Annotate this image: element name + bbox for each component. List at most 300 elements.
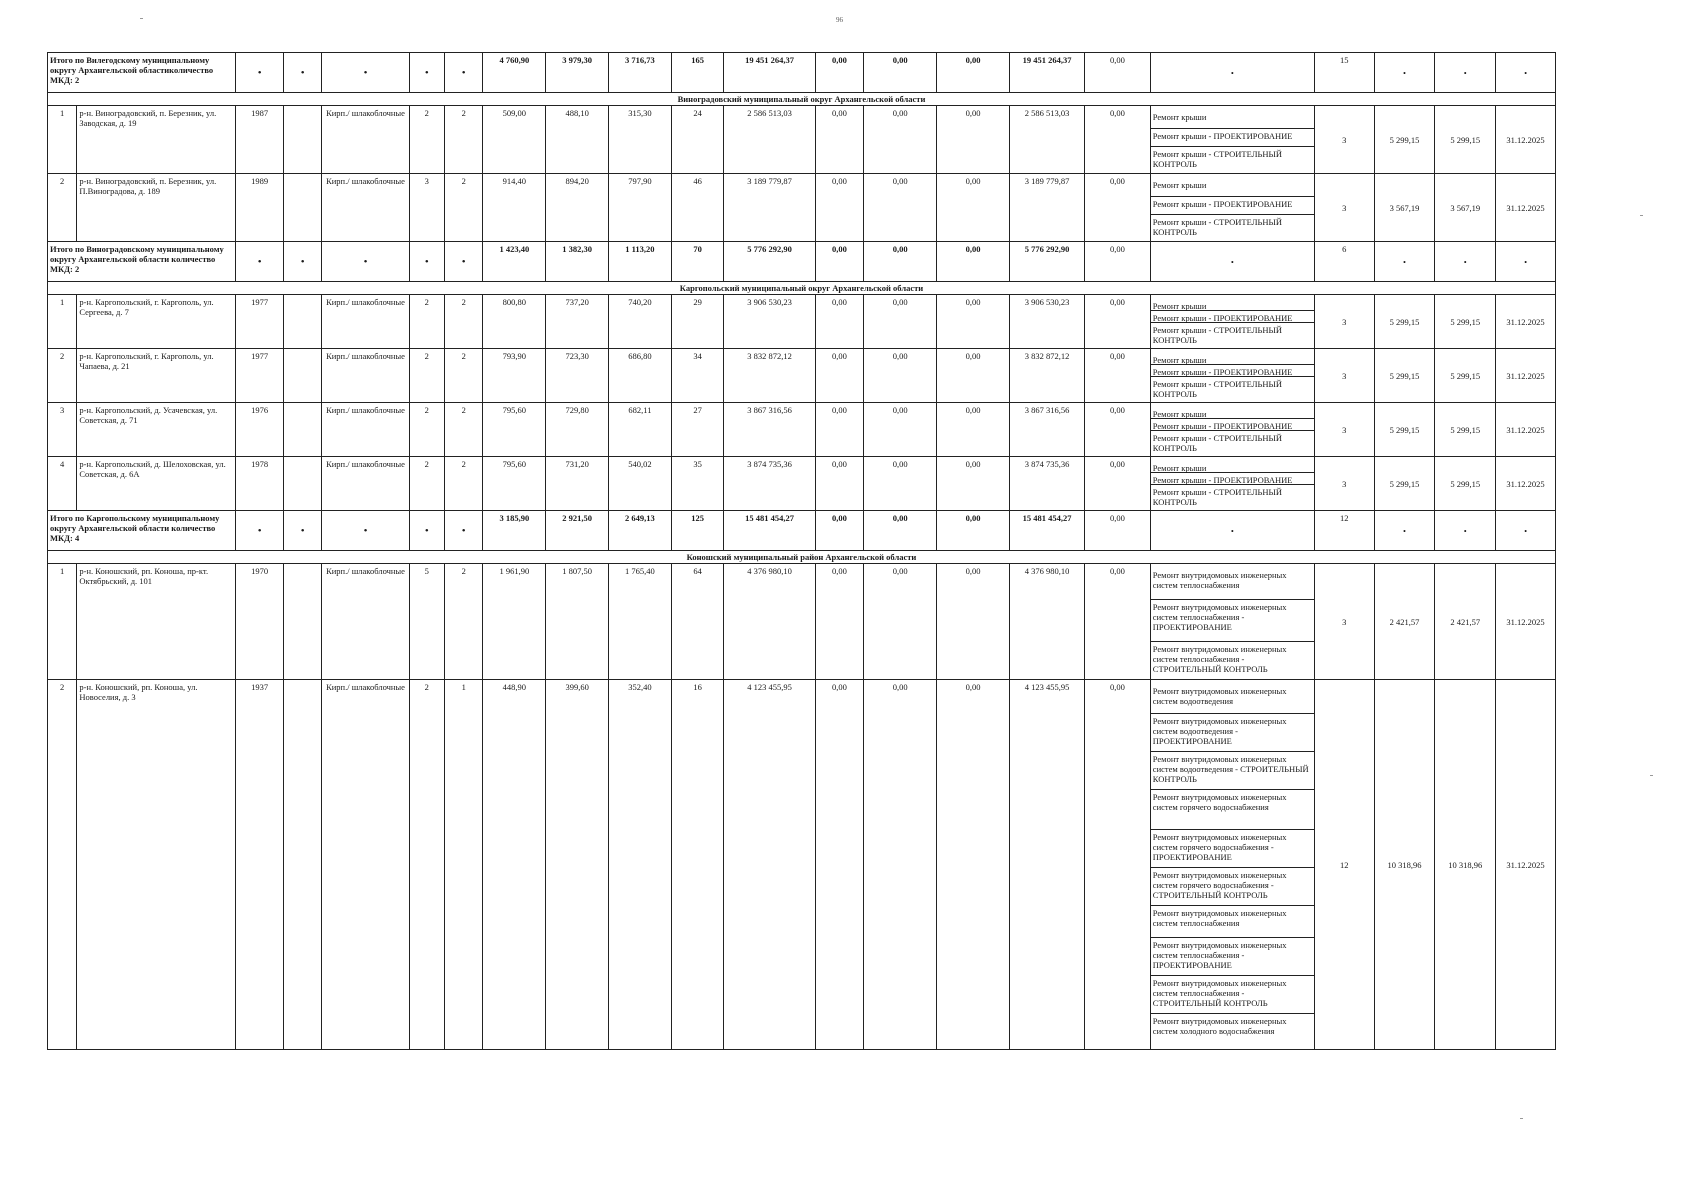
area-living: 540,02 [609, 457, 672, 511]
other-amount: 0,00 [1084, 242, 1150, 282]
floors: 2 [409, 457, 444, 511]
entrances: 2 [444, 174, 482, 242]
table-row [48, 174, 1556, 242]
fund-amount: 0,00 [815, 53, 864, 93]
floors: 2 [409, 106, 444, 174]
bullet-marker: • [300, 66, 305, 79]
budget-region: 0,00 [864, 457, 937, 511]
wall-material: Кирп./ шлакоблочные [322, 174, 409, 242]
works-count: 12 [1314, 680, 1374, 1050]
area-living: 315,30 [609, 106, 672, 174]
table-row [48, 106, 1556, 174]
residents: 29 [671, 295, 724, 349]
budget-local: 0,00 [937, 53, 1010, 93]
works-count: 15 [1314, 53, 1374, 93]
year-built: 1987 [236, 106, 284, 174]
bullet-marker: • [300, 255, 305, 268]
work-item: Ремонт крыши - СТРОИТЕЛЬНЫЙ КОНТРОЛЬ [1152, 217, 1283, 237]
work-item: Ремонт крыши - СТРОИТЕЛЬНЫЙ КОНТРОЛЬ [1152, 325, 1283, 345]
area-total: 800,80 [483, 295, 546, 349]
work-item: Ремонт внутридомовых инженерных систем теплоснабжения - ПРОЕКТИРОВАНИЕ [1151, 938, 1314, 976]
max-cost: • [1435, 511, 1496, 551]
empty-marker [283, 511, 321, 551]
area-total: 1 423,40 [483, 242, 546, 282]
year-built: 1977 [236, 349, 284, 403]
area-total: 1 961,90 [483, 564, 546, 680]
address: р-н. Виноградовский, п. Березник, ул. П.Виноградова, д. 189 [77, 174, 236, 242]
item-number: 1 [48, 295, 77, 349]
empty-marker [409, 53, 444, 93]
unit-cost: 5 299,15 [1374, 295, 1435, 349]
works-list [1150, 106, 1314, 174]
year-built: 1937 [236, 680, 284, 1050]
unit-cost: 5 299,15 [1374, 457, 1435, 511]
work-item: Ремонт крыши - СТРОИТЕЛЬНЫЙ КОНТРОЛЬ [1152, 487, 1283, 507]
budget-local: 0,00 [937, 295, 1010, 349]
cost-total: 3 832 872,12 [724, 349, 815, 403]
cost-total: 2 586 513,03 [724, 106, 815, 174]
deadline: 31.12.2025 [1496, 403, 1556, 457]
fund-amount: 0,00 [815, 511, 864, 551]
cost-total: 5 776 292,90 [724, 242, 815, 282]
deadline: 31.12.2025 [1496, 295, 1556, 349]
area-rooms: 488,10 [546, 106, 609, 174]
work-item: Ремонт внутридомовых инженерных систем водоотведения - СТРОИТЕЛЬНЫЙ КОНТРОЛЬ [1151, 752, 1314, 790]
residents: 24 [671, 106, 724, 174]
deadline: 31.12.2025 [1496, 680, 1556, 1050]
empty-marker [322, 511, 409, 551]
work-item: Ремонт крыши - СТРОИТЕЛЬНЫЙ КОНТРОЛЬ [1152, 379, 1283, 399]
fund-amount: 0,00 [815, 174, 864, 242]
max-cost: • [1435, 242, 1496, 282]
wall-material: Кирп./ шлакоблочные [322, 106, 409, 174]
work-item: Ремонт крыши - ПРОЕКТИРОВАНИЕ [1151, 311, 1314, 323]
bullet-marker: • [363, 66, 368, 79]
bullet-marker: • [300, 524, 305, 537]
works-list [1150, 349, 1314, 403]
fund-amount: 0,00 [815, 680, 864, 1050]
owners-amount: 3 906 530,23 [1010, 295, 1085, 349]
floors: 2 [409, 403, 444, 457]
work-item: Ремонт внутридомовых инженерных систем горячего водоснабжения - СТРОИТЕЛЬНЫЙ КОНТРОЛЬ [1151, 868, 1314, 906]
fund-amount: 0,00 [815, 106, 864, 174]
wall-material: Кирп./ шлакоблочные [322, 403, 409, 457]
floors: 2 [409, 295, 444, 349]
area-rooms: 731,20 [546, 457, 609, 511]
work-item: Ремонт крыши [1151, 178, 1314, 197]
area-rooms: 894,20 [546, 174, 609, 242]
floors: 3 [409, 174, 444, 242]
budget-local: 0,00 [937, 564, 1010, 680]
owners-amount: 3 189 779,87 [1010, 174, 1085, 242]
region-row [48, 282, 1556, 295]
budget-region: 0,00 [864, 349, 937, 403]
empty-marker [444, 511, 482, 551]
area-living: 797,90 [609, 174, 672, 242]
area-total: 795,60 [483, 457, 546, 511]
work-item: Ремонт внутридомовых инженерных систем теплоснабжения [1151, 568, 1314, 600]
work-item: Ремонт крыши [1151, 353, 1314, 365]
max-cost: 5 299,15 [1435, 106, 1496, 174]
area-total: 4 760,90 [483, 53, 546, 93]
unit-cost: • [1374, 511, 1435, 551]
scan-speck [1640, 215, 1643, 216]
program-table [47, 52, 1556, 1050]
owners-amount: 3 874 735,36 [1010, 457, 1085, 511]
work-item: Ремонт крыши - СТРОИТЕЛЬНЫЙ КОНТРОЛЬ [1152, 149, 1283, 169]
year-built: 1970 [236, 564, 284, 680]
bullet-marker: • [363, 255, 368, 268]
deadline: 31.12.2025 [1496, 457, 1556, 511]
works-count: 3 [1314, 564, 1374, 680]
address: р-н. Каргопольский, д. Шелоховская, ул. Советская, д. 6А [77, 457, 236, 511]
fund-amount: 0,00 [815, 403, 864, 457]
owners-amount: 5 776 292,90 [1010, 242, 1085, 282]
residents: 35 [671, 457, 724, 511]
empty-marker [322, 53, 409, 93]
work-item: Ремонт крыши - ПРОЕКТИРОВАНИЕ [1151, 365, 1314, 377]
area-total: 793,90 [483, 349, 546, 403]
table-row [48, 403, 1556, 457]
work-item: Ремонт крыши - ПРОЕКТИРОВАНИЕ [1151, 473, 1314, 485]
owners-amount: 3 832 872,12 [1010, 349, 1085, 403]
entrances: 2 [444, 349, 482, 403]
entrances: 2 [444, 457, 482, 511]
other-amount: 0,00 [1084, 564, 1150, 680]
area-rooms: 723,30 [546, 349, 609, 403]
other-amount: 0,00 [1084, 457, 1150, 511]
deadline: • [1496, 511, 1556, 551]
unit-cost: 5 299,15 [1374, 403, 1435, 457]
max-cost: 3 567,19 [1435, 174, 1496, 242]
wall-material: Кирп./ шлакоблочные [322, 680, 409, 1050]
other-amount: 0,00 [1084, 53, 1150, 93]
address: р-н. Каргопольский, д. Усачевская, ул. Советская, д. 71 [77, 403, 236, 457]
works-count: 3 [1314, 174, 1374, 242]
bullet-marker: • [257, 66, 262, 79]
scan-speck [140, 18, 143, 19]
max-cost: 5 299,15 [1435, 457, 1496, 511]
year-overhaul [283, 403, 321, 457]
work-item: Ремонт внутридомовых инженерных систем теплоснабжения - ПРОЕКТИРОВАНИЕ [1151, 600, 1314, 642]
empty-marker [283, 242, 321, 282]
wall-material: Кирп./ шлакоблочные [322, 564, 409, 680]
unit-cost: 5 299,15 [1374, 106, 1435, 174]
area-living: 1 113,20 [609, 242, 672, 282]
work-item: Ремонт крыши [1151, 407, 1314, 419]
work-item: Ремонт крыши - ПРОЕКТИРОВАНИЕ [1151, 129, 1314, 147]
other-amount: 0,00 [1084, 511, 1150, 551]
owners-amount: 19 451 264,37 [1010, 53, 1085, 93]
budget-local: 0,00 [937, 242, 1010, 282]
works-list [1150, 174, 1314, 242]
area-total: 448,90 [483, 680, 546, 1050]
address: р-н. Каргопольский, г. Каргополь, ул. Сергеева, д. 7 [77, 295, 236, 349]
entrances: 1 [444, 680, 482, 1050]
fund-amount: 0,00 [815, 295, 864, 349]
area-living: 2 649,13 [609, 511, 672, 551]
year-built: 1978 [236, 457, 284, 511]
region-header: Коношский муниципальный район Архангельской области [48, 551, 1556, 564]
deadline: 31.12.2025 [1496, 106, 1556, 174]
works-list [1150, 457, 1314, 511]
work-item: Ремонт крыши [1151, 461, 1314, 473]
area-living: 686,80 [609, 349, 672, 403]
max-cost: 5 299,15 [1435, 295, 1496, 349]
deadline: 31.12.2025 [1496, 174, 1556, 242]
area-living: 1 765,40 [609, 564, 672, 680]
residents: 70 [671, 242, 724, 282]
work-item: Ремонт внутридомовых инженерных систем холодного водоснабжения [1152, 1016, 1287, 1036]
budget-region: 0,00 [864, 106, 937, 174]
budget-local: 0,00 [937, 349, 1010, 403]
max-cost: 5 299,15 [1435, 349, 1496, 403]
year-overhaul [283, 349, 321, 403]
bullet-marker: • [257, 255, 262, 268]
work-item: Ремонт внутридомовых инженерных систем теплоснабжения - СТРОИТЕЛЬНЫЙ КОНТРОЛЬ [1152, 644, 1287, 674]
bullet-marker: • [461, 524, 466, 537]
fund-amount: 0,00 [815, 349, 864, 403]
entrances: 2 [444, 295, 482, 349]
region-header: Виноградовский муниципальный округ Архангельской области [48, 93, 1556, 106]
other-amount: 0,00 [1084, 174, 1150, 242]
area-rooms: 1 382,30 [546, 242, 609, 282]
empty-marker [236, 242, 284, 282]
total-label: Итого по Каргопольскому муниципальному округу Архангельской области количество МКД: 4 [48, 511, 236, 551]
budget-region: 0,00 [864, 295, 937, 349]
fund-amount: 0,00 [815, 242, 864, 282]
other-amount: 0,00 [1084, 680, 1150, 1050]
budget-region: 0,00 [864, 174, 937, 242]
year-overhaul [283, 106, 321, 174]
wall-material: Кирп./ шлакоблочные [322, 349, 409, 403]
year-overhaul [283, 174, 321, 242]
area-rooms: 3 979,30 [546, 53, 609, 93]
deadline: • [1496, 53, 1556, 93]
other-amount: 0,00 [1084, 295, 1150, 349]
fund-amount: 0,00 [815, 457, 864, 511]
work-item: Ремонт внутридомовых инженерных систем горячего водоснабжения - ПРОЕКТИРОВАНИЕ [1151, 830, 1314, 868]
bullet-marker: • [424, 66, 429, 79]
scan-speck [1520, 1118, 1523, 1119]
year-built: 1976 [236, 403, 284, 457]
table-body [48, 53, 1556, 1050]
works-count: 6 [1314, 242, 1374, 282]
total-row [48, 53, 1556, 93]
other-amount: 0,00 [1084, 106, 1150, 174]
entrances: 2 [444, 403, 482, 457]
owners-amount: 4 123 455,95 [1010, 680, 1085, 1050]
wall-material: Кирп./ шлакоблочные [322, 457, 409, 511]
empty-marker [236, 511, 284, 551]
table-row [48, 564, 1556, 680]
cost-total: 3 189 779,87 [724, 174, 815, 242]
year-built: 1989 [236, 174, 284, 242]
owners-amount: 3 867 316,56 [1010, 403, 1085, 457]
owners-amount: 2 586 513,03 [1010, 106, 1085, 174]
region-row [48, 551, 1556, 564]
residents: 27 [671, 403, 724, 457]
owners-amount: 4 376 980,10 [1010, 564, 1085, 680]
budget-region: 0,00 [864, 242, 937, 282]
works-count: 3 [1314, 403, 1374, 457]
cost-total: 19 451 264,37 [724, 53, 815, 93]
other-amount: 0,00 [1084, 349, 1150, 403]
unit-cost: 10 318,96 [1374, 680, 1435, 1050]
works-list [1150, 403, 1314, 457]
works-list [1150, 564, 1314, 680]
total-label: Итого по Виноградовскому муниципальному округу Архангельской области количество МКД: 2 [48, 242, 236, 282]
max-cost: • [1435, 53, 1496, 93]
budget-local: 0,00 [937, 511, 1010, 551]
region-row [48, 93, 1556, 106]
budget-region: 0,00 [864, 511, 937, 551]
max-cost: 2 421,57 [1435, 564, 1496, 680]
item-number: 2 [48, 680, 77, 1050]
residents: 46 [671, 174, 724, 242]
bullet-marker: • [363, 524, 368, 537]
scan-speck [1650, 775, 1653, 776]
area-rooms: 399,60 [546, 680, 609, 1050]
wall-material: Кирп./ шлакоблочные [322, 295, 409, 349]
item-number: 2 [48, 174, 77, 242]
empty-marker [444, 53, 482, 93]
table-row [48, 349, 1556, 403]
cost-total: 3 867 316,56 [724, 403, 815, 457]
area-living: 352,40 [609, 680, 672, 1050]
empty-marker [409, 511, 444, 551]
total-row [48, 511, 1556, 551]
residents: 34 [671, 349, 724, 403]
budget-region: 0,00 [864, 403, 937, 457]
table-row [48, 680, 1556, 1050]
year-overhaul [283, 680, 321, 1050]
unit-cost: 2 421,57 [1374, 564, 1435, 680]
year-overhaul [283, 295, 321, 349]
budget-local: 0,00 [937, 174, 1010, 242]
table-row [48, 457, 1556, 511]
budget-local: 0,00 [937, 106, 1010, 174]
entrances: 2 [444, 106, 482, 174]
area-rooms: 729,80 [546, 403, 609, 457]
budget-local: 0,00 [937, 403, 1010, 457]
cost-total: 4 123 455,95 [724, 680, 815, 1050]
residents: 125 [671, 511, 724, 551]
work-item: Ремонт внутридомовых инженерных систем теплоснабжения [1151, 906, 1314, 938]
work-item: Ремонт внутридомовых инженерных систем горячего водоснабжения [1151, 790, 1314, 830]
max-cost: 10 318,96 [1435, 680, 1496, 1050]
area-total: 914,40 [483, 174, 546, 242]
budget-region: 0,00 [864, 680, 937, 1050]
residents: 16 [671, 680, 724, 1050]
residents: 165 [671, 53, 724, 93]
area-total: 509,00 [483, 106, 546, 174]
item-number: 2 [48, 349, 77, 403]
region-header: Каргопольский муниципальный округ Архангельской области [48, 282, 1556, 295]
item-number: 1 [48, 564, 77, 680]
area-living: 3 716,73 [609, 53, 672, 93]
floors: 2 [409, 349, 444, 403]
cost-total: 4 376 980,10 [724, 564, 815, 680]
work-item: Ремонт крыши - ПРОЕКТИРОВАНИЕ [1151, 197, 1314, 215]
budget-local: 0,00 [937, 457, 1010, 511]
budget-local: 0,00 [937, 680, 1010, 1050]
work-item: Ремонт внутридомовых инженерных систем теплоснабжения - СТРОИТЕЛЬНЫЙ КОНТРОЛЬ [1151, 976, 1314, 1014]
address: р-н. Каргопольский, г. Каргополь, ул. Чапаева, д. 21 [77, 349, 236, 403]
cost-total: 3 906 530,23 [724, 295, 815, 349]
empty-marker [283, 53, 321, 93]
bullet-marker: • [461, 255, 466, 268]
document-sheet [47, 52, 1556, 1115]
works-count: 3 [1314, 295, 1374, 349]
empty-marker [322, 242, 409, 282]
area-rooms: 737,20 [546, 295, 609, 349]
year-overhaul [283, 564, 321, 680]
empty-marker [409, 242, 444, 282]
work-item: Ремонт внутридомовых инженерных систем водоотведения [1151, 684, 1314, 714]
works-list [1150, 295, 1314, 349]
works-count: 12 [1314, 511, 1374, 551]
work-item: Ремонт крыши - ПРОЕКТИРОВАНИЕ [1151, 419, 1314, 431]
empty-marker [236, 53, 284, 93]
fund-amount: 0,00 [815, 564, 864, 680]
residents: 64 [671, 564, 724, 680]
other-amount: 0,00 [1084, 403, 1150, 457]
floors: 2 [409, 680, 444, 1050]
floors: 5 [409, 564, 444, 680]
year-built: 1977 [236, 295, 284, 349]
area-rooms: 2 921,50 [546, 511, 609, 551]
works-placeholder: • [1150, 511, 1314, 551]
entrances: 2 [444, 564, 482, 680]
works-list [1150, 680, 1314, 1050]
works-count: 3 [1314, 349, 1374, 403]
item-number: 4 [48, 457, 77, 511]
area-rooms: 1 807,50 [546, 564, 609, 680]
deadline: • [1496, 242, 1556, 282]
address: р-н. Коношский, рп. Коноша, ул. Новоселия, д. 3 [77, 680, 236, 1050]
budget-region: 0,00 [864, 564, 937, 680]
page-number: 96 [836, 16, 843, 24]
address: р-н. Виноградовский, п. Березник, ул. Заводская, д. 19 [77, 106, 236, 174]
deadline: 31.12.2025 [1496, 349, 1556, 403]
area-living: 682,11 [609, 403, 672, 457]
work-item: Ремонт крыши [1151, 110, 1314, 129]
area-total: 795,60 [483, 403, 546, 457]
cost-total: 3 874 735,36 [724, 457, 815, 511]
work-item: Ремонт крыши [1151, 299, 1314, 311]
area-living: 740,20 [609, 295, 672, 349]
table-row [48, 295, 1556, 349]
works-placeholder: • [1150, 53, 1314, 93]
budget-region: 0,00 [864, 53, 937, 93]
bullet-marker: • [424, 524, 429, 537]
year-overhaul [283, 457, 321, 511]
work-item: Ремонт крыши - СТРОИТЕЛЬНЫЙ КОНТРОЛЬ [1152, 433, 1283, 453]
item-number: 1 [48, 106, 77, 174]
empty-marker [444, 242, 482, 282]
bullet-marker: • [257, 524, 262, 537]
area-total: 3 185,90 [483, 511, 546, 551]
total-label: Итого по Вилегодскому муниципальному округу Архангельской областиколичество МКД: 2 [48, 53, 236, 93]
unit-cost: 3 567,19 [1374, 174, 1435, 242]
item-number: 3 [48, 403, 77, 457]
deadline: 31.12.2025 [1496, 564, 1556, 680]
unit-cost: • [1374, 242, 1435, 282]
works-placeholder: • [1150, 242, 1314, 282]
work-item: Ремонт внутридомовых инженерных систем водоотведения - ПРОЕКТИРОВАНИЕ [1151, 714, 1314, 752]
owners-amount: 15 481 454,27 [1010, 511, 1085, 551]
